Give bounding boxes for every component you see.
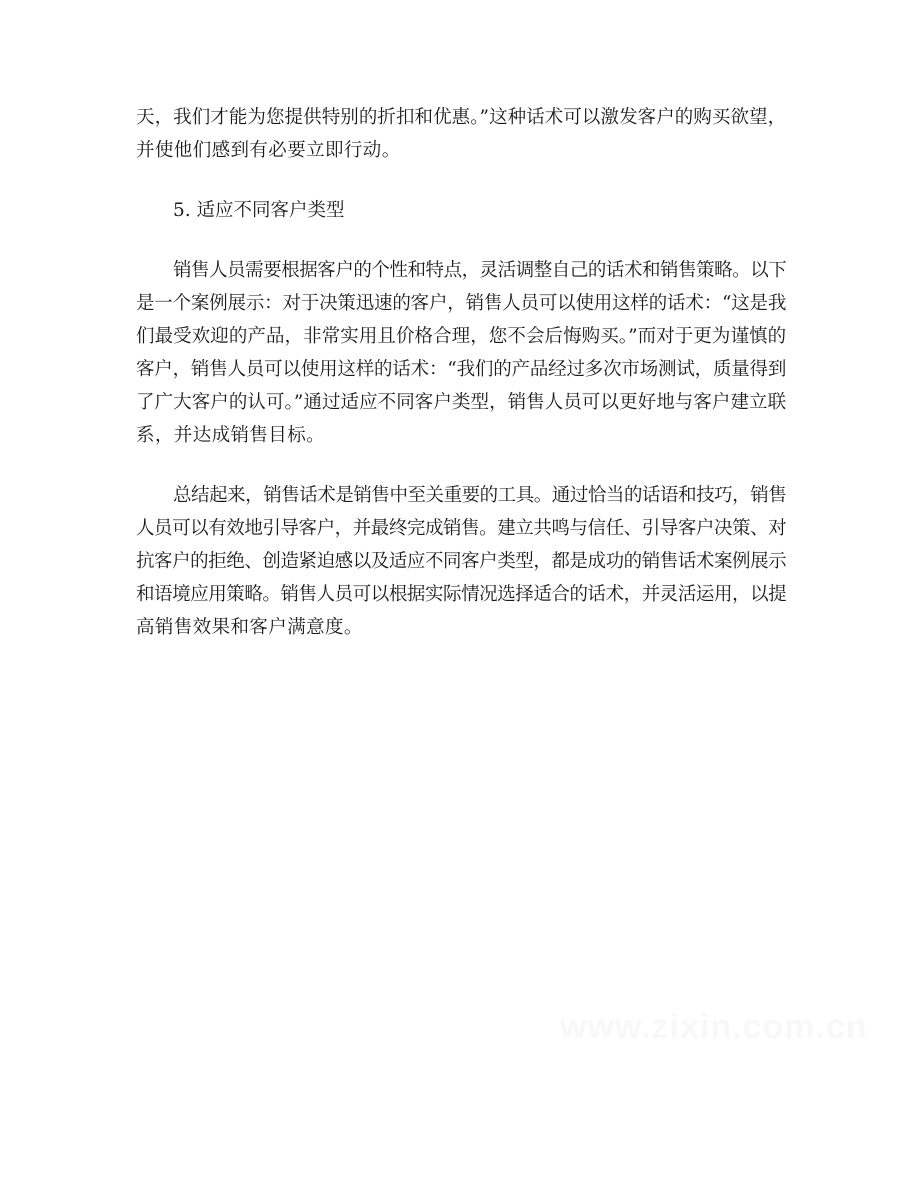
text-line: 人员可以有效地引导客户，并最终完成销售。建立共鸣与信任、引导客户决策、对 xyxy=(136,518,787,539)
text-line: 并使他们感到有必要立即行动。 xyxy=(136,140,401,161)
paragraph-continuation xyxy=(136,101,788,167)
paragraph-section-5 xyxy=(136,254,788,452)
watermark: www.zixin.com.cn xyxy=(560,1008,868,1046)
paragraph-summary xyxy=(136,479,788,644)
text-line: 抗客户的拒绝、创造紧迫感以及适应不同客户类型，都是成功的销售话术案例展示 xyxy=(136,551,787,572)
text-line: 系，并达成销售目标。 xyxy=(136,425,326,446)
document-body xyxy=(136,101,788,644)
text-line: 了广大客户的认可。”通过适应不同客户类型，销售人员可以更好地与客户建立联 xyxy=(136,392,787,413)
text-line: 高销售效果和客户满意度。 xyxy=(136,617,363,638)
text-line: 是一个案例展示：对于决策迅速的客户，销售人员可以使用这样的话术：“这是我 xyxy=(136,293,787,314)
text-line: 客户，销售人员可以使用这样的话术：“我们的产品经过多次市场测试，质量得到 xyxy=(136,359,787,380)
text-line: 们最受欢迎的产品，非常实用且价格合理，您不会后悔购买。”而对于更为谨慎的 xyxy=(136,326,787,347)
text-line: 销售人员需要根据客户的个性和特点，灵活调整自己的话术和销售策略。以下 xyxy=(173,260,787,281)
text-line: 和语境应用策略。销售人员可以根据实际情况选择适合的话术，并灵活运用，以提 xyxy=(136,584,787,605)
text-line: 总结起来，销售话术是销售中至关重要的工具。通过恰当的话语和技巧，销售 xyxy=(173,485,787,506)
section-heading: 5. 适应不同客户类型 xyxy=(173,200,345,221)
text-line: 天，我们才能为您提供特别的折扣和优惠。”这种话术可以激发客户的购买欲望， xyxy=(136,107,787,128)
